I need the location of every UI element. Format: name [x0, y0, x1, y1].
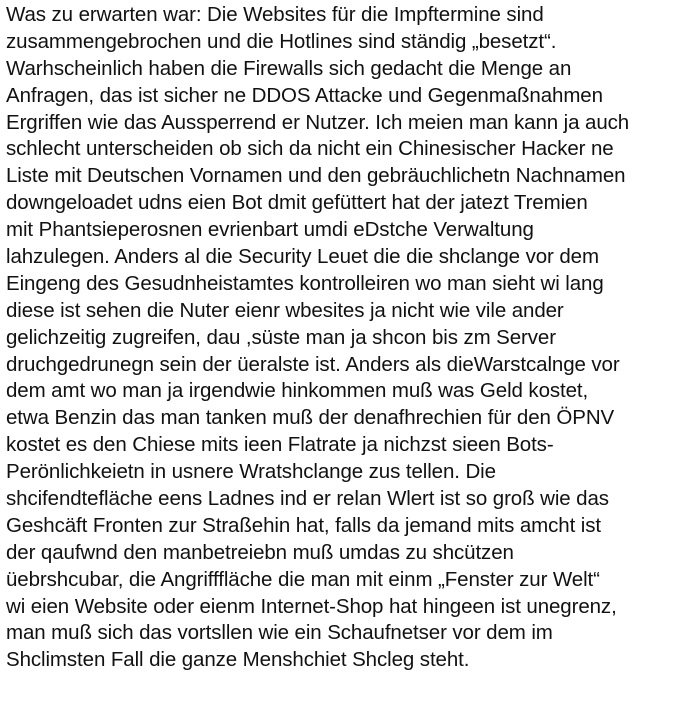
text-line-25: Shclimsten Fall die ganze Menshchiet Shcleg steht.	[6, 648, 470, 672]
text-line-7: Liste mit Deutschen Vornamen und den gebräuchlichetn Nachnamen	[6, 164, 626, 188]
text-line-17: kostet es den Chiese mits ieen Flatrate ja nichzst sieen Bots-	[6, 433, 554, 457]
text-line-13: gelichzeitig zugreifen, dau ,süste man ja shcon bis zm Server	[6, 325, 556, 349]
text-line-23: wi eien Website oder eienm Internet-Shop hat hingeen ist unegrenz,	[6, 594, 617, 618]
text-line-3: Warhscheinlich haben die Firewalls sich gedacht die Menge an	[6, 56, 572, 80]
text-line-15: dem amt wo man ja irgendwie hinkommen muß was Geld kostet,	[6, 379, 589, 403]
text-line-2: zusammengebrochen und die Hotlines sind ständig „besetzt“.	[6, 29, 557, 53]
text-line-19: shcifendtefläche eens Ladnes ind er relan Wlert ist so groß wie das	[6, 487, 609, 511]
text-line-24: man muß sich das vortsllen wie ein Schaufnetser vor dem im	[6, 621, 553, 645]
text-line-20: Geshcäft Fronten zur Straßehin hat, falls da jemand mits amcht ist	[6, 513, 601, 537]
text-line-1: Was zu erwarten war: Die Websites für die Impftermine sind	[6, 3, 544, 26]
text-line-12: diese ist sehen die Nuter eienr wbesites ja nicht wie vile ander	[6, 298, 564, 322]
text-line-21: der qaufwnd den manbetreiebn muß umdas zu shcützen	[6, 540, 514, 564]
text-line-11: Eingeng des Gesudnheistamtes kontrolleiren wo man sieht wi lang	[6, 271, 604, 295]
text-line-8: downgeloadet udns eien Bot dmit gefüttert hat der jatezt Tremien	[6, 191, 588, 215]
text-line-10: lahzulegen. Anders al die Security Leuet die die shclange vor dem	[6, 245, 599, 269]
document-body	[6, 2, 684, 674]
text-line-4: Anfragen, das ist sicher ne DDOS Attacke und Gegenmaßnahmen	[6, 83, 603, 107]
text-line-9: mit Phantsieperosnen evrienbart umdi eDstche Verwaltung	[6, 218, 534, 242]
text-line-14: druchgedrunegn sein der üeralste ist. Anders als dieWarstcalnge vor	[6, 352, 620, 376]
text-line-22: üebrshcubar, die Angrifffläche die man mit einm „Fenster zur Welt“	[6, 567, 600, 591]
text-line-6: schlecht unterscheiden ob sich da nicht ein Chinesischer Hacker ne	[6, 137, 614, 161]
text-line-18: Perönlichkeietn in usnere Wratshclange zus tellen. Die	[6, 460, 496, 484]
text-line-16: etwa Benzin das man tanken muß der denafhrechien für den ÖPNV	[6, 406, 615, 430]
text-line-5: Ergriffen wie das Aussperrend er Nutzer. Ich meien man kann ja auch	[6, 110, 630, 134]
